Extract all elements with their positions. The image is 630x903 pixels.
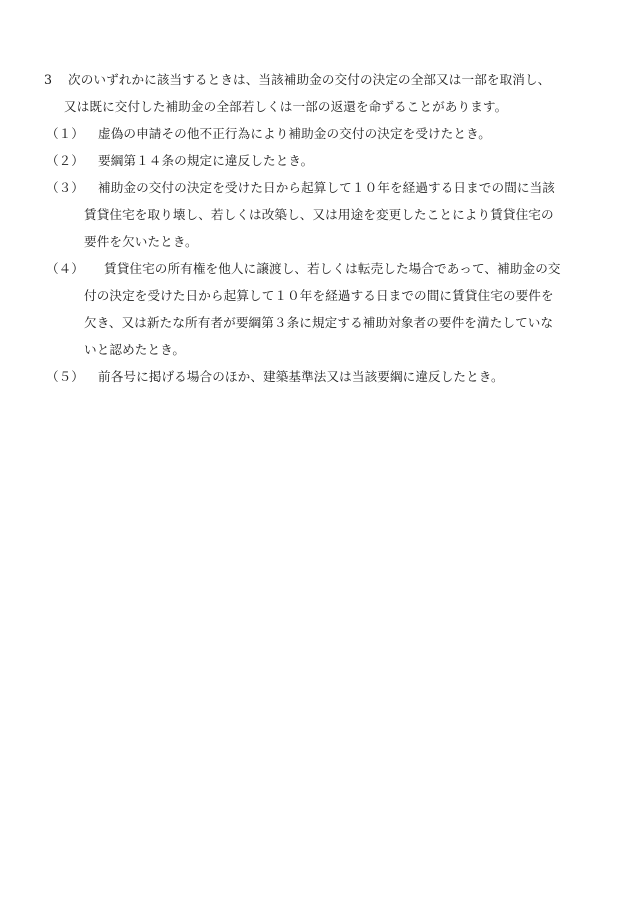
item-3-line-2: 賃貸住宅を取り壊し、若しくは改築し、又は用途を変更したことにより賃貸住宅の [84,207,554,222]
item-4-line-1: 賃貸住宅の所有権を他人に譲渡し、若しくは転売した場合であって、補助金の交 [104,261,561,276]
item-2-label: （２） [46,153,84,168]
item-1-label: （１） [46,126,84,141]
section-text-line-2: 又は既に交付した補助金の全部若しくは一部の返還を命ずることがあります。 [64,99,508,114]
section-number: 3 [44,72,53,87]
item-5-label: （５） [46,369,84,384]
item-2-line-1: 要綱第１４条の規定に違反したとき。 [98,153,314,168]
item-3-line-1: 補助金の交付の決定を受けた日から起算して１０年を経過する日までの間に当該 [98,180,555,195]
item-5-line-1: 前各号に掲げる場合のほか、建築基準法又は当該要綱に違反したとき。 [98,369,504,384]
item-1-line-1: 虚偽の申請その他不正行為により補助金の交付の決定を受けたとき。 [98,126,492,141]
item-4-line-2: 付の決定を受けた日から起算して１０年を経過する日までの間に賃貸住宅の要件を [84,288,554,303]
item-4-line-3: 欠き、又は新たな所有者が要綱第３条に規定する補助対象者の要件を満たしていな [84,315,554,330]
item-4-label: （４） [46,261,84,276]
item-3-label: （３） [46,180,84,195]
section-text-line-1: 次のいずれかに該当するときは、当該補助金の交付の決定の全部又は一部を取消し、 [68,72,551,87]
item-4-line-4: いと認めたとき。 [84,342,186,357]
item-3-line-3: 要件を欠いたとき。 [84,234,198,249]
